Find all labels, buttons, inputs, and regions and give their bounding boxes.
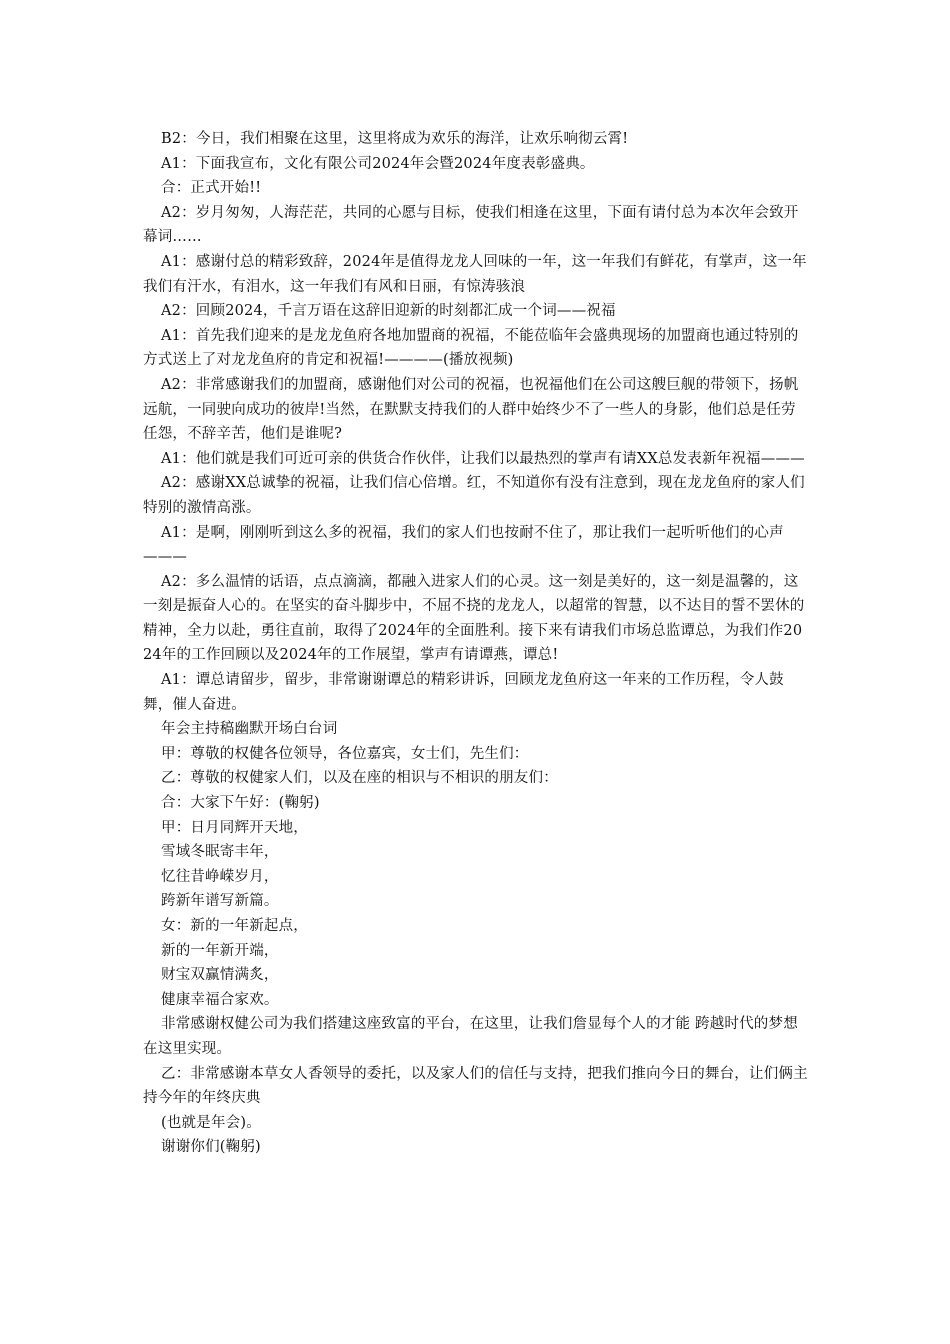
verse-line: 雪域冬眠寄丰年，	[161, 844, 279, 861]
paragraph: 女：新的一年新起点，	[161, 918, 308, 934]
paragraph: 甲：尊敬的权健各位领导，各位嘉宾，女士们，先生们：	[161, 745, 529, 762]
paragraph: 合：正式开始!!	[161, 180, 262, 197]
paragraph: 乙：尊敬的权健家人们，以及在座的相识与不相识的朋友们：	[161, 770, 558, 787]
paragraph: A1：谭总请留步，留步，非常谢谢谭总的精彩讲诉，回顾龙龙鱼府这一年来的工作历程，令人鼓舞，催人奋进。	[143, 672, 784, 713]
verse-line: 健康幸福合家欢。	[161, 991, 279, 1008]
paragraph: 乙：非常感谢本草女人香领导的委托，以及家人们的信任与支持，把我们推向今日的舞台，让们俩主持今年的年终庆典	[143, 1065, 808, 1107]
paragraph: A1：下面我宣布，文化有限公司2024年会暨2024年度表彰盛典。	[161, 155, 595, 172]
paragraph: A2：回顾2024，千言万语在这辞旧迎新的时刻都汇成一个词——祝福	[161, 303, 616, 320]
paragraph: A1：他们就是我们可近可亲的供货合作伙伴，让我们以最热烈的掌声有请XX总发表新年祝福———	[161, 450, 805, 467]
verse-line: 新的一年新开端，	[161, 942, 279, 959]
paragraph: A2：岁月匆匆，人海茫茫，共同的心愿与目标，使我们相逢在这里，下面有请付总为本次年会致开幕词……	[143, 204, 799, 246]
paragraph: (也就是年会)。	[161, 1114, 261, 1131]
verse-line: 跨新年谱写新篇。	[161, 893, 279, 910]
paragraph: 非常感谢权健公司为我们搭建这座致富的平台，在这里，让我们詹显每个人的才能 跨越时代的梦想在这里实现。	[143, 1016, 798, 1057]
paragraph: A2：多么温情的话语，点点滴滴，都融入进家人们的心灵。这一刻是美好的，这一刻是温馨的，这一刻是振奋人心的。在坚实的奋斗脚步中，不屈不挠的龙龙人，以超常的智慧，以不达目的誓不罢休的精神，全力以赴，勇往直前，取得了2024年的全面胜利。接下来有请我们市场总监谭总，为我们作2024年的工作回顾以及2024年的工作展望，掌声有请谭燕，谭总!	[143, 573, 805, 664]
paragraph: A2：非常感谢我们的加盟商，感谢他们对公司的祝福，也祝福他们在公司这艘巨舰的带领下，扬帆远航，一同驶向成功的彼岸!当然，在默默支持我们的人群中始终少不了一些人的身影，他们总是任劳任怨，不辞辛苦，他们是谁呢?	[143, 376, 799, 443]
paragraph: 谢谢你们(鞠躬)	[161, 1139, 261, 1156]
paragraph: A1：首先我们迎来的是龙龙鱼府各地加盟商的祝福，不能莅临年会盛典现场的加盟商也通过特别的方式送上了对龙龙鱼府的肯定和祝福!————(播放视频)	[143, 327, 799, 369]
document-body	[143, 127, 809, 1160]
paragraph: A1：是啊，刚刚听到这么多的祝福，我们的家人们也按耐不住了，那让我们一起听听他们的心声———	[143, 524, 784, 566]
verse-line: 忆往昔峥嵘岁月，	[161, 868, 279, 885]
paragraph: B2：今日，我们相聚在这里，这里将成为欢乐的海洋，让欢乐响彻云霄!	[161, 131, 629, 147]
section-heading: 年会主持稿幽默开场白台词	[161, 721, 338, 738]
paragraph: 甲：日月同辉开天地，	[161, 819, 308, 836]
paragraph: A2：感谢XX总诚挚的祝福，让我们信心倍增。红，不知道你有没有注意到，现在龙龙鱼府的家人们特别的激情高涨。	[143, 475, 805, 516]
paragraph: A1：感谢付总的精彩致辞，2024年是值得龙龙人回味的一年，这一年我们有鲜花，有掌声，这一年我们有汗水，有泪水，这一年我们有风和日丽，有惊涛骇浪	[143, 253, 807, 295]
verse-line: 财宝双赢情满炙，	[161, 967, 279, 984]
paragraph: 合：大家下午好：(鞠躬)	[161, 795, 320, 812]
